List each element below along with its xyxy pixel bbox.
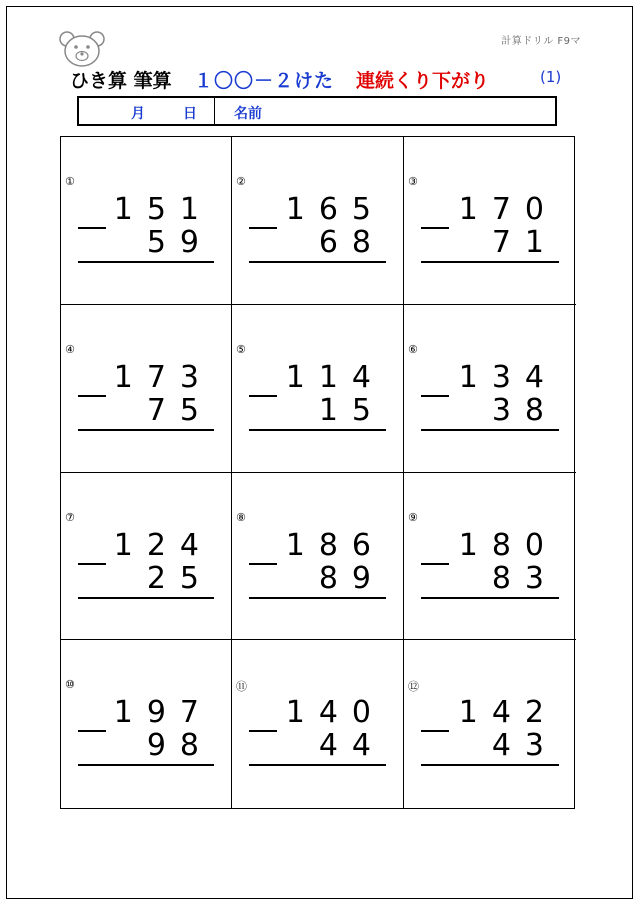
namebox-divider — [214, 98, 215, 124]
problem-cell — [404, 473, 576, 641]
problem-number: ⑧ — [236, 510, 246, 524]
minus-sign — [249, 395, 277, 397]
subtrahend: 15 — [318, 392, 385, 428]
answer-line — [421, 429, 559, 431]
subtrahend: 38 — [491, 392, 558, 428]
minuend: 134 — [458, 359, 558, 395]
month-label: 月 — [131, 106, 145, 122]
minuend: 124 — [113, 527, 213, 563]
answer-line — [421, 597, 559, 599]
subtrahend: 43 — [491, 728, 558, 764]
subtrahend: 59 — [146, 225, 213, 260]
answer-line — [78, 764, 214, 766]
minuend: 186 — [285, 527, 385, 563]
subtrahend: 68 — [318, 225, 385, 260]
problem-number: ③ — [408, 175, 418, 188]
answer-line — [78, 261, 214, 263]
problem-cell — [404, 305, 576, 473]
problem-grid — [60, 136, 575, 809]
minuend: 151 — [113, 192, 213, 227]
subtrahend: 44 — [318, 728, 385, 764]
answer-line — [421, 764, 559, 766]
minuend: 170 — [458, 192, 558, 227]
problem-cell — [61, 137, 232, 305]
answer-line — [78, 597, 214, 599]
minuend: 142 — [458, 695, 558, 731]
problem-cell — [232, 640, 404, 808]
answer-line — [78, 429, 214, 431]
minuend: 114 — [285, 359, 385, 395]
minus-sign — [421, 563, 449, 565]
problem-cell — [404, 640, 576, 808]
answer-line — [249, 429, 386, 431]
title-range: １〇〇－２けた — [194, 70, 335, 92]
minuend: 165 — [285, 192, 385, 227]
minuend: 173 — [113, 359, 213, 395]
problem-number: ① — [65, 175, 75, 188]
subtrahend: 25 — [146, 560, 213, 596]
subtrahend: 71 — [491, 225, 558, 260]
answer-line — [421, 261, 559, 263]
minus-sign — [249, 563, 277, 565]
problem-cell — [232, 473, 404, 641]
problem-number: ⑦ — [65, 510, 75, 524]
answer-line — [249, 597, 386, 599]
minus-sign — [78, 730, 106, 732]
name-date-box — [77, 96, 557, 126]
minus-sign — [421, 730, 449, 732]
title-number: (1) — [540, 68, 562, 86]
worksheet-title — [70, 66, 570, 94]
brand-label: 計算ドリル F9マ — [501, 36, 581, 47]
problem-cell — [232, 137, 404, 305]
bear-face-icon — [58, 30, 106, 68]
problem-number: ⑤ — [236, 342, 246, 356]
subtrahend: 75 — [146, 392, 213, 428]
day-label: 日 — [183, 106, 197, 122]
subtrahend: 83 — [491, 560, 558, 596]
title-subtitle: 連続くり下がり — [356, 70, 490, 92]
subtrahend: 98 — [146, 728, 213, 764]
minus-sign — [421, 395, 449, 397]
minus-sign — [249, 227, 277, 229]
problem-number: ④ — [65, 342, 75, 356]
problem-number: ⑫ — [408, 680, 419, 694]
name-label: 名前 — [234, 106, 262, 122]
minuend: 180 — [458, 527, 558, 563]
problem-cell — [61, 305, 232, 473]
problem-cell — [232, 305, 404, 473]
minuend: 197 — [113, 695, 213, 731]
problem-number: ⑨ — [408, 510, 418, 524]
minus-sign — [78, 395, 106, 397]
minus-sign — [249, 730, 277, 732]
title-main: ひき算 筆算 — [70, 70, 172, 92]
problem-number: ② — [236, 175, 246, 188]
problem-cell — [404, 137, 576, 305]
problem-number: ⑪ — [236, 680, 247, 694]
answer-line — [249, 764, 386, 766]
problem-number: ⑩ — [65, 678, 75, 692]
subtrahend: 89 — [318, 560, 385, 596]
minus-sign — [421, 227, 449, 229]
minus-sign — [78, 227, 106, 229]
minus-sign — [78, 563, 106, 565]
problem-cell — [61, 640, 232, 808]
problem-cell — [61, 473, 232, 641]
answer-line — [249, 261, 386, 263]
problem-number: ⑥ — [408, 342, 418, 356]
minuend: 140 — [285, 695, 385, 731]
